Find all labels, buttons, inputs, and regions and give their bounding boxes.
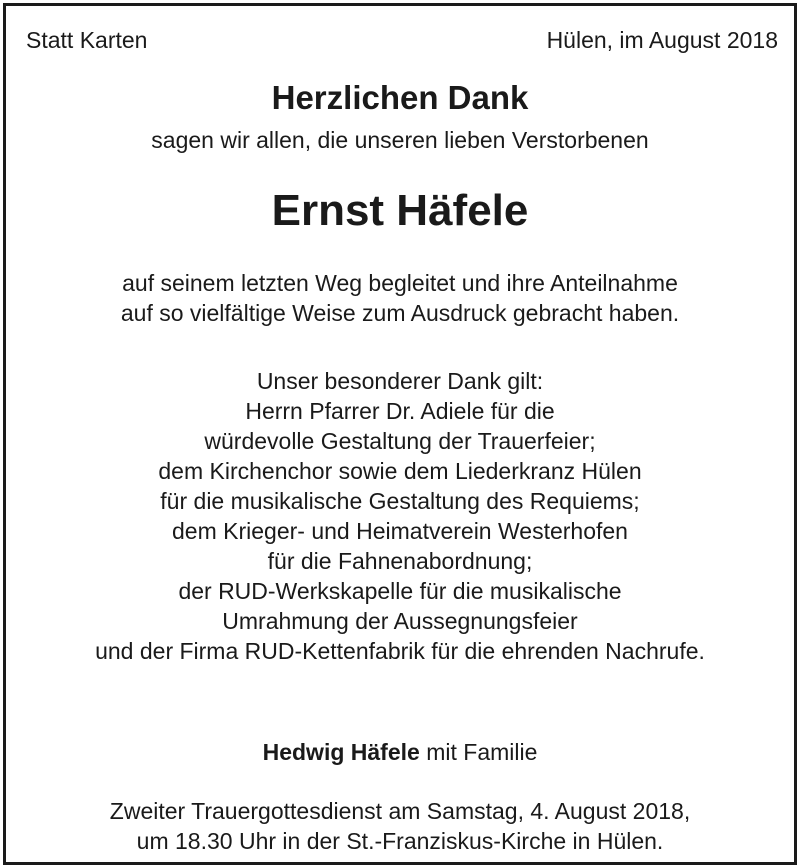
thanks-line: Umrahmung der Aussegnungsfeier <box>222 608 578 634</box>
thanks-heading: Herzlichen Dank <box>271 79 529 116</box>
thanks-line: dem Kirchenchor sowie dem Liederkranz Hülen <box>158 458 642 484</box>
signature-name: Hedwig Häfele <box>262 739 420 765</box>
service-notice <box>6 796 794 856</box>
thanks-line: für die musikalische Gestaltung des Requiems; <box>160 488 640 514</box>
service-line: um 18.30 Uhr in der St.-Franziskus-Kirche in Hülen. <box>136 828 664 854</box>
thanks-subheading: sagen wir allen, die unseren lieben Verstorbenen <box>151 127 649 153</box>
intro-line: auf so vielfältige Weise zum Ausdruck gebracht haben. <box>120 300 680 326</box>
signature-suffix: mit Familie <box>426 739 538 765</box>
header-place-date: Hülen, im August 2018 <box>546 27 778 53</box>
intro-paragraph <box>6 268 794 328</box>
thanks-line: Herrn Pfarrer Dr. Adiele für die <box>245 398 555 424</box>
intro-line: auf seinem letzten Weg begleitet und ihre Anteilnahme <box>122 270 678 296</box>
header-statt-karten: Statt Karten <box>26 27 148 53</box>
thanks-line: würdevolle Gestaltung der Trauerfeier; <box>204 428 596 454</box>
thanks-line: für die Fahnenabordnung; <box>267 548 533 574</box>
special-thanks-paragraph <box>6 366 794 666</box>
header-line <box>26 26 778 54</box>
service-line: Zweiter Trauergottesdienst am Samstag, 4. August 2018, <box>109 798 691 824</box>
signature-line <box>6 737 794 767</box>
thanks-line: Unser besonderer Dank gilt: <box>256 368 544 394</box>
deceased-name: Ernst Häfele <box>271 186 529 235</box>
thanks-line: dem Krieger- und Heimatverein Westerhofen <box>172 518 628 544</box>
thanks-line: der RUD-Werkskapelle für die musikalische <box>178 578 622 604</box>
obituary-card <box>3 3 797 865</box>
thanks-line: und der Firma RUD-Kettenfabrik für die ehrenden Nachrufe. <box>95 638 705 664</box>
